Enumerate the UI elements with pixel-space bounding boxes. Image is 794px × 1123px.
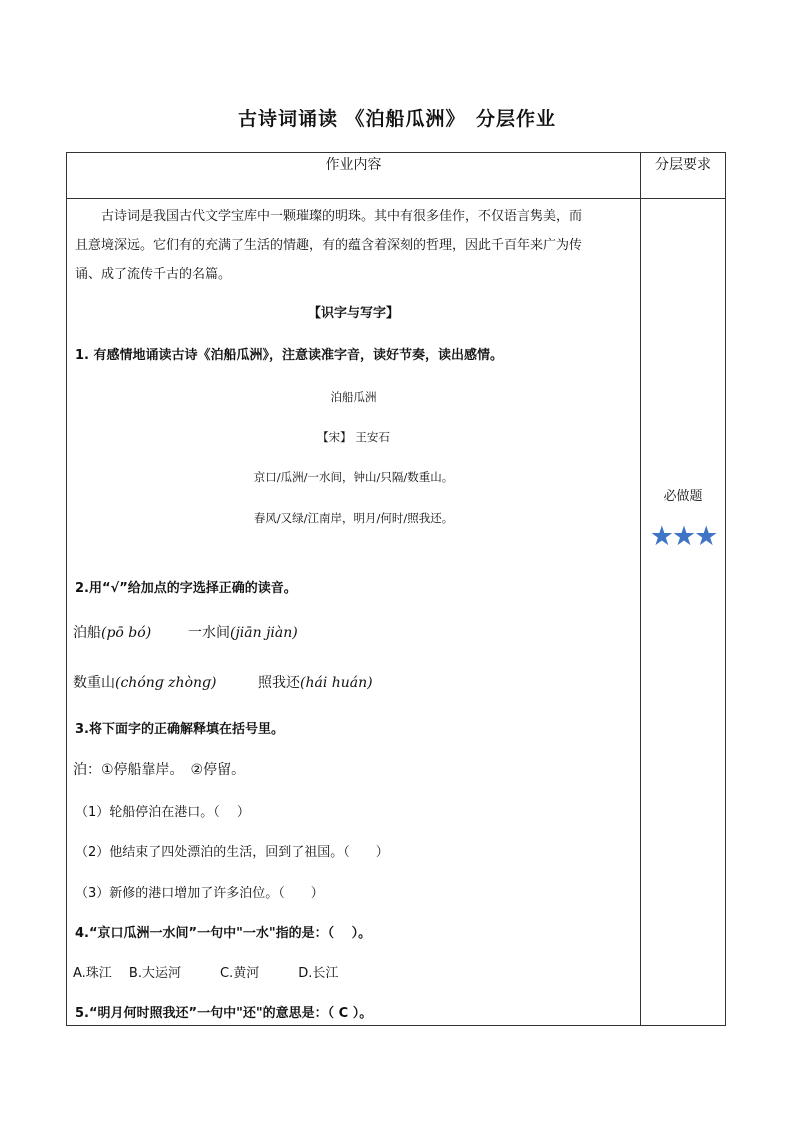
- content-column-header: 作业内容: [67, 153, 641, 199]
- section-heading: 【识字与写字】: [307, 306, 399, 321]
- q2-item-4-word: 照我还: [258, 675, 300, 691]
- q3-definitions: 泊：①停船靠岸。 ②停留。: [73, 762, 246, 778]
- poem-author: 【宋】 王安石: [317, 430, 390, 444]
- q3-sentence-1: （1）轮船停泊在港口。（ ）: [75, 805, 250, 820]
- question-4: 4.“京口瓜洲一水间”一句中"一水"指的是：（ ）。: [75, 926, 372, 941]
- q2-item-2: [188, 624, 634, 642]
- question-2: 2.用“√”给加点的字选择正确的读音。: [75, 581, 297, 596]
- q2-item-1-word: 泊船: [73, 625, 101, 641]
- q2-item-4: [258, 674, 634, 692]
- poem-title: 泊船瓜洲: [330, 390, 377, 404]
- required-label: 必做题: [663, 489, 703, 504]
- q3-sentence-2: （2）他结束了四处漂泊的生活，回到了祖国。（ ）: [75, 845, 389, 860]
- q2-item-3-pinyin: (chónɡ zhònɡ): [115, 675, 217, 691]
- homework-table: [66, 152, 726, 1026]
- q2-item-1-pinyin: (pō bó): [101, 625, 152, 641]
- q4-options: A.珠江 B.大运河 C.黄河 D.长江: [73, 966, 339, 981]
- question-1: 1. 有感情地诵读古诗《泊船瓜洲》，注意读准字音，读好节奏，读出感情。: [75, 348, 504, 363]
- question-5: 5.“明月何时照我还”一句中"还"的意思是：（ C ）。: [75, 1006, 373, 1021]
- difficulty-stars-icon: ★★★: [649, 521, 717, 552]
- intro-line-3: 诵、成了流传千古的名篇。: [75, 267, 232, 282]
- intro-line-2: 且意境深远。它们有的充满了生活的情趣，有的蕴含着深刻的哲理，因此千百年来广为传: [75, 238, 583, 253]
- poem-line-1: 京口/瓜洲/一水间，钟山/只隔/数重山。: [253, 470, 454, 484]
- q2-item-3-word: 数重山: [73, 675, 115, 691]
- level-column-header: 分层要求: [641, 153, 726, 199]
- question-3: 3.将下面字的正确解释填在括号里。: [75, 722, 284, 737]
- q2-item-2-pinyin: (jiān jiàn): [230, 625, 298, 641]
- q2-item-2-word: 一水间: [188, 625, 230, 641]
- content-cell: [67, 199, 641, 1026]
- q3-sentence-3: （3）新修的港口增加了许多泊位。（ ）: [75, 886, 324, 901]
- poem-line-2: 春风/又绿/江南岸，明月/何时/照我还。: [253, 511, 454, 525]
- q2-item-4-pinyin: (hái huán): [300, 675, 373, 691]
- level-cell: [641, 199, 726, 1026]
- page-title: 古诗词诵读 《泊船瓜洲》 分层作业: [237, 108, 557, 130]
- intro-line-1: 古诗词是我国古代文学宝库中一颗璀璨的明珠。其中有很多佳作，不仅语言隽美，而: [101, 209, 583, 224]
